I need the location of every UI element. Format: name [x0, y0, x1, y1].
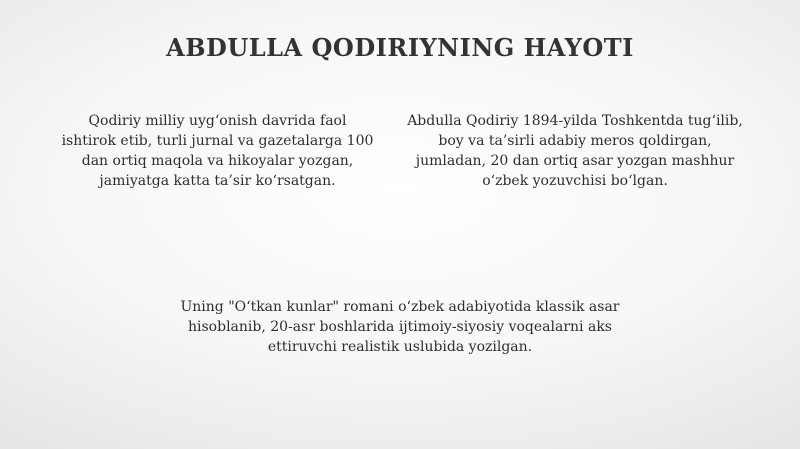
right-paragraph: Abdulla Qodiriy 1894-yilda Toshkentda tugʻilib, boy va ta’sirli adabiy meros qoldirgan, jumladan, 20 dan ortiq asar yozgan mashhur oʻzbek yozuvchisi boʻlgan. [407, 113, 743, 189]
bottom-paragraph: Uning "Oʻtkan kunlar" romani oʻzbek adabiyotida klassik asar hisoblanib, 20-asr boshlarida ijtimoiy-siyosiy voqealarni aks ettiruvchi realistik uslubida yozilgan. [180, 299, 620, 355]
left-paragraph: Qodiriy milliy uygʻonish davrida faol ishtirok etib, turli jurnal va gazetalarga 100 dan ortiq maqola va hikoyalar yozgan, jamiyatga katta ta’sir koʻrsatgan. [61, 113, 374, 189]
slide-title: ABDULLA QODIRIYNING HAYOTI [166, 33, 634, 62]
